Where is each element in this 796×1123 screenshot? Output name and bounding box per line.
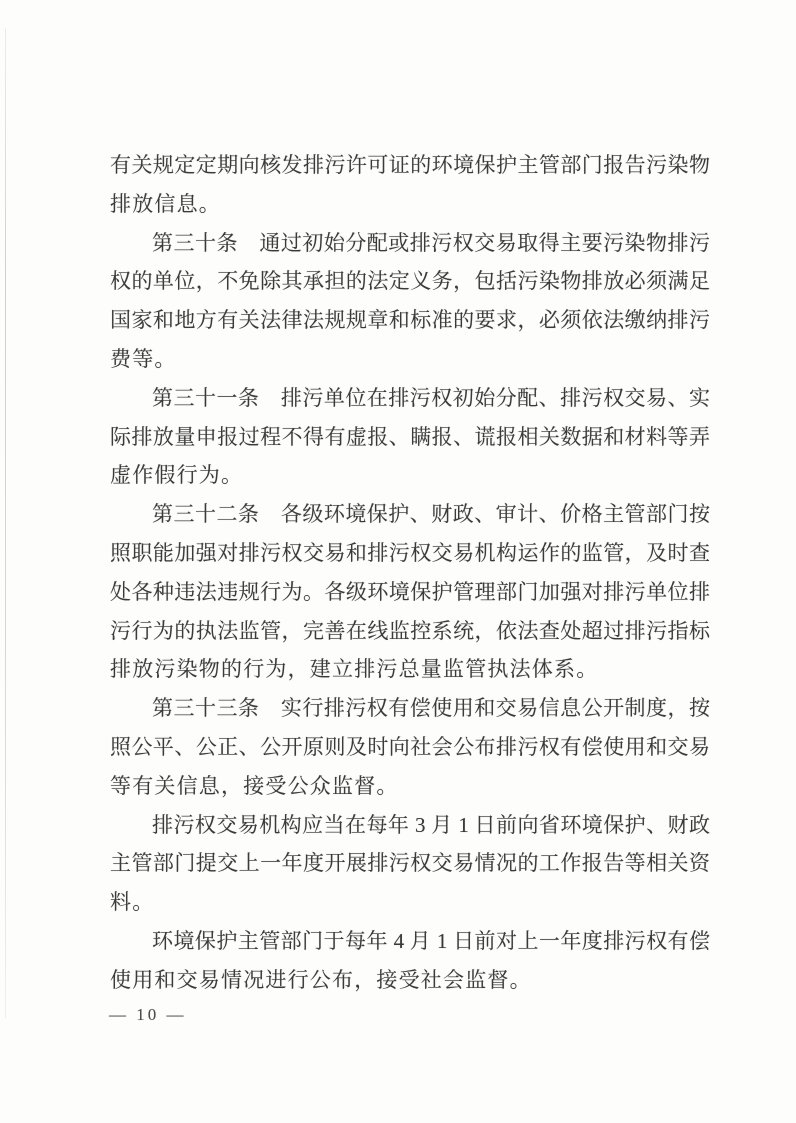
text-line: 排污权交易机构应当在每年 3 月 1 日前向省环境保护、财政 (152, 812, 710, 837)
text-line: 使用和交易情况进行公布，接受社会监督。 (110, 967, 532, 992)
text-line: 第三十条 通过初始分配或排污权交易取得主要污染物排污 (152, 230, 710, 255)
text-line: 排放污染物的行为，建立排污总量监管执法体系。 (110, 657, 599, 682)
text-line: 虚作假行为。 (110, 463, 244, 488)
page-number: — 10 — (109, 1005, 187, 1024)
text-line: 照公平、公正、公开原则及时向社会公布排污权有偿使用和交易 (110, 734, 710, 759)
text-line: 环境保护主管部门于每年 4 月 1 日前对上一年度排污权有偿 (152, 928, 710, 953)
text-line: 污行为的执法监管，完善在线监控系统，依法查处超过排污指标 (110, 618, 710, 643)
scan-edge-artifact (5, 28, 6, 1018)
text-line: 料。 (110, 890, 155, 915)
text-line: 权的单位，不免除其承担的法定义务，包括污染物排放必须满足 (110, 269, 710, 294)
document-body (110, 146, 710, 1000)
text-line: 排放信息。 (110, 191, 221, 216)
text-line: 费等。 (110, 346, 177, 371)
text-line: 第三十三条 实行排污权有偿使用和交易信息公开制度，按 (152, 696, 710, 721)
text-line: 第三十一条 排污单位在排污权初始分配、排污权交易、实 (152, 385, 710, 410)
text-line: 等有关信息，接受公众监督。 (110, 773, 399, 798)
text-line: 照职能加强对排污权交易和排污权交易机构运作的监管，及时查 (110, 540, 710, 565)
text-line: 际排放量申报过程不得有虚报、瞒报、谎报相关数据和材料等弄 (110, 424, 710, 449)
text-line: 国家和地方有关法律法规规章和标准的要求，必须依法缴纳排污 (110, 308, 710, 333)
text-line: 有关规定定期向核发排污许可证的环境保护主管部门报告污染物 (110, 153, 710, 177)
text-line: 主管部门提交上一年度开展排污权交易情况的工作报告等相关资 (110, 851, 710, 876)
text-line: 第三十二条 各级环境保护、财政、审计、价格主管部门按 (152, 502, 710, 527)
text-line: 处各种违法违规行为。各级环境保护管理部门加强对排污单位排 (110, 579, 710, 604)
